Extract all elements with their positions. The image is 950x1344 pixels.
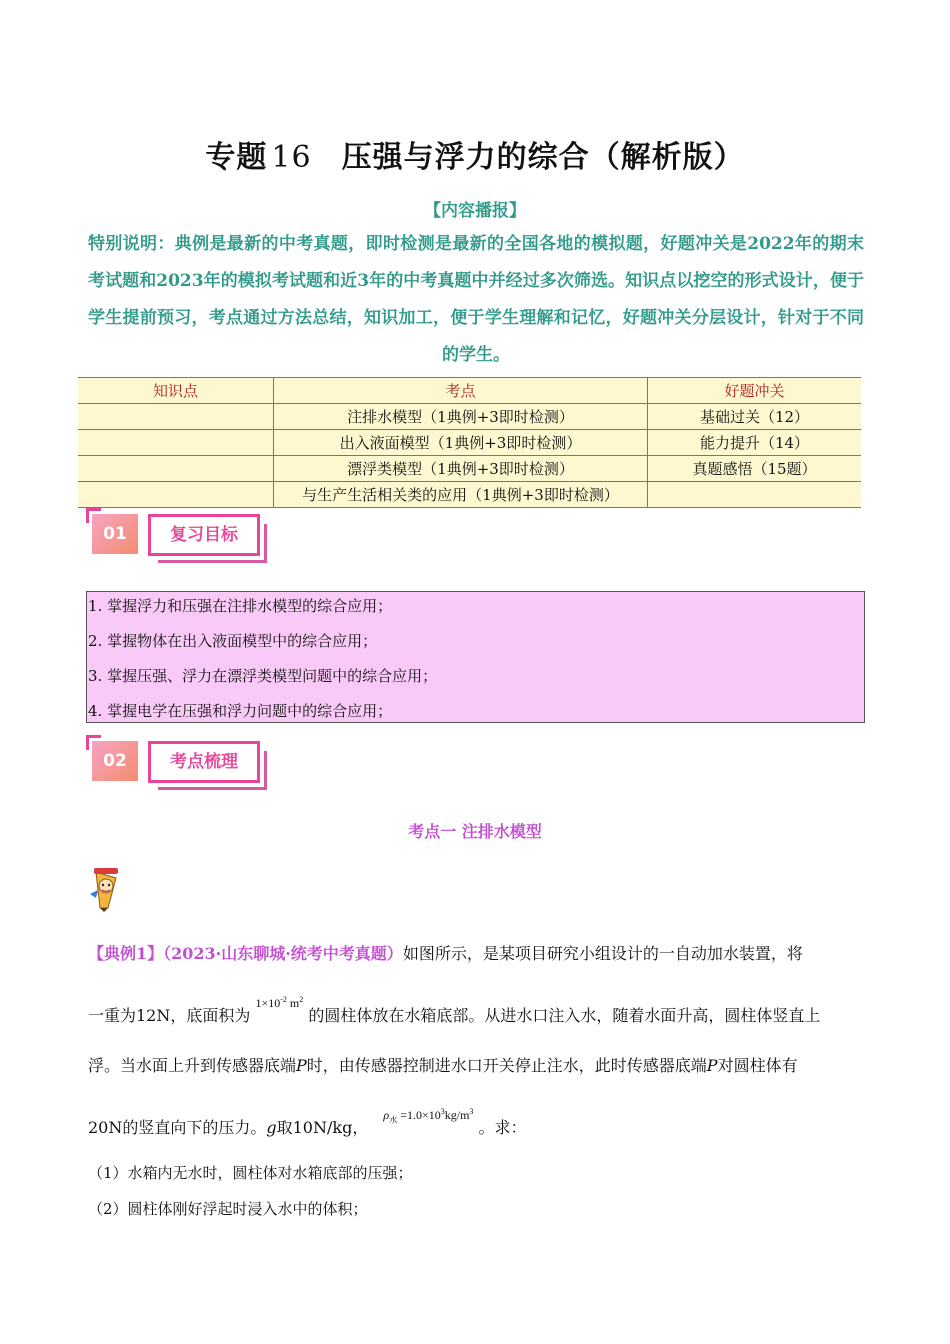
page-title [0, 132, 950, 176]
example-line-4 [88, 1107, 864, 1139]
example-line-2 [88, 995, 864, 1026]
formula-rho-sub: 水 [389, 1115, 398, 1125]
goal-item: 3. 掌握压强、浮力在漂浮类模型问题中的综合应用； [88, 667, 438, 685]
table-row [78, 404, 861, 430]
badge-number: 01 [92, 514, 138, 554]
title-prefix: 专题 [205, 140, 268, 175]
overview-table [78, 377, 861, 508]
example-text: 的圆柱体放在水箱底部。从进水口注入水，随着水面升高，圆柱体竖直上 [308, 1006, 821, 1025]
title-number: 16 [271, 140, 312, 175]
example-line-1 [88, 941, 864, 964]
example-text: 。求： [478, 1118, 527, 1137]
example-text: 如图所示，是某项目研究小组设计的一自动加水装置，将 [402, 944, 803, 963]
goal-item: 4. 掌握电学在压强和浮力问题中的综合应用； [88, 702, 393, 720]
example-line-3 [88, 1053, 864, 1076]
section-badge-key-points [92, 737, 264, 787]
table-row [78, 456, 861, 482]
badge-number: 02 [92, 741, 138, 781]
table-cell: 真题感悟（15题） [648, 456, 862, 482]
example-text: 取10N/kg， [276, 1118, 369, 1137]
formula-rho: ρ [383, 1108, 390, 1122]
table-row [78, 430, 861, 456]
table-cell: 与生产生活相关类的应用（1典例+3即时检测） [274, 482, 648, 508]
question-2: （2）圆柱体刚好浮起时浸入水中的体积； [88, 1200, 368, 1218]
table-cell [78, 404, 274, 430]
table-cell: 能力提升（14） [648, 430, 862, 456]
pencil-mascot-icon [86, 864, 126, 912]
table-cell [648, 482, 862, 508]
special-note: 特别说明：典例是最新的中考真题，即时检测是最新的全国各地的模拟题，好题冲关是2022年的期末考试题和2023年的模拟考试题和近3年的中考真题中并经过多次筛选。知识点以挖空的形式设计，便于学生提前预习，考点通过方法总结，知识加工，便于学生理解和记忆，好题冲关分层设计，针对于不同的学生。 [88, 234, 864, 365]
variable-p: P [296, 1056, 307, 1075]
formula-base: 1×10 [255, 996, 281, 1010]
table-cell [78, 482, 274, 508]
goal-item: 1. 掌握浮力和压强在注排水模型的综合应用； [88, 597, 393, 615]
formula-value: =1.0×10 [400, 1108, 441, 1122]
formula-unit: m [289, 996, 300, 1010]
title-main: 压强与浮力的综合（解析版） [341, 140, 745, 175]
badge-label: 考点梳理 [148, 741, 260, 783]
variable-g: g [266, 1118, 277, 1137]
formula-unit-exp: 3 [469, 1107, 474, 1116]
formula-unit: kg/m [444, 1108, 470, 1122]
example-text: 浮。当水面上升到传感器底端 [88, 1056, 297, 1075]
section-badge-review-goals [92, 510, 264, 560]
table-cell: 注排水模型（1典例+3即时检测） [274, 404, 648, 430]
table-header: 考点 [274, 378, 648, 404]
table-header: 知识点 [78, 378, 274, 404]
example-text: 20N的竖直向下的压力。 [88, 1118, 267, 1137]
content-header: 【内容播报】 [424, 201, 526, 221]
table-row [78, 482, 861, 508]
variable-p: P [706, 1056, 718, 1075]
question-1: （1）水箱内无水时，圆柱体对水箱底部的压强； [88, 1164, 413, 1182]
table-cell [78, 456, 274, 482]
example-text: 时，由传感器控制进水口开关停止注水，此时传感器底端 [306, 1056, 707, 1075]
formula-unit-exp: 2 [299, 995, 304, 1004]
table-header-row [78, 378, 861, 404]
review-goals-box [86, 591, 865, 723]
density-formula [383, 1107, 474, 1125]
table-cell: 漂浮类模型（1典例+3即时检测） [274, 456, 648, 482]
kaodian-title: 考点一 注排水模型 [408, 822, 542, 841]
goal-item: 2. 掌握物体在出入液面模型中的综合应用； [88, 632, 378, 650]
formula-exp: 3 [440, 1107, 445, 1116]
formula-exp: -2 [280, 995, 287, 1004]
example-text: 一重为12N，底面积为 [88, 1006, 251, 1025]
table-header: 好题冲关 [648, 378, 862, 404]
badge-label: 复习目标 [148, 514, 260, 556]
table-cell [78, 430, 274, 456]
table-cell: 基础过关（12） [648, 404, 862, 430]
table-cell: 出入液面模型（1典例+3即时检测） [274, 430, 648, 456]
area-formula [255, 996, 303, 1010]
example-text: 对圆柱体有 [717, 1056, 798, 1075]
example-tag: 【典例1】（2023·山东聊城·统考中考真题） [88, 944, 403, 963]
